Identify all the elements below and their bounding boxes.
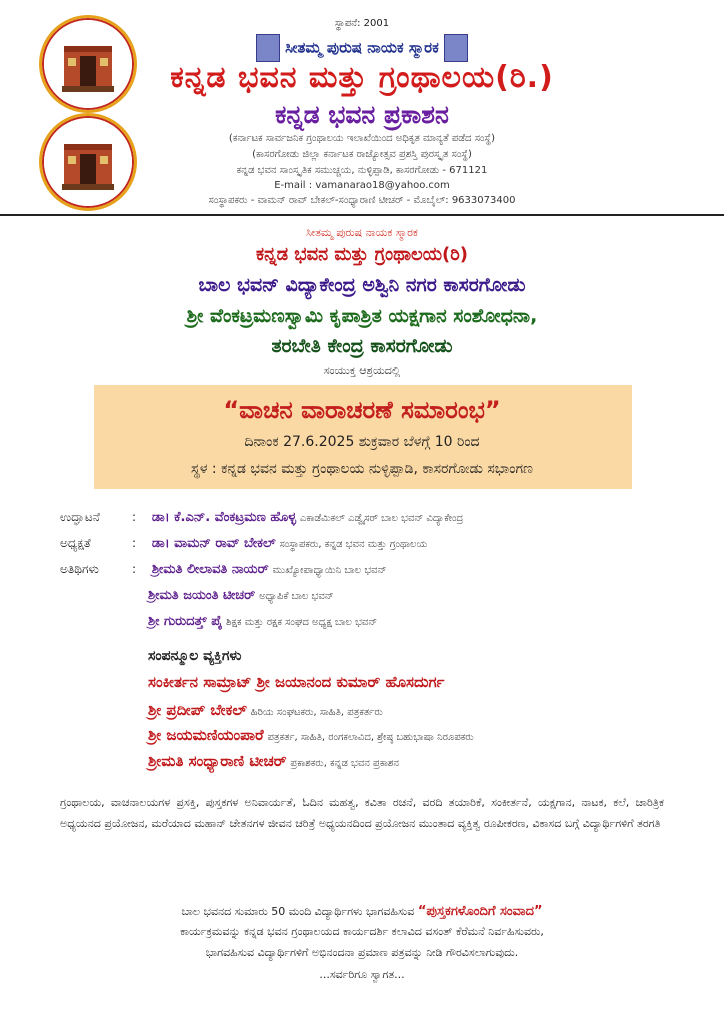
- recognition-1: (ಕರ್ನಾಟಕ ಸಾರ್ವಜನಿಕ ಗ್ರಂಥಾಲಯ ಇಲಾಖೆಯಿಂದ ಅಧಿಕೃತ ಮಾನ್ಯತೆ ಪಡೆದ ಸಂಸ್ಥೆ): [228, 133, 496, 144]
- resource-row-3: [148, 726, 474, 744]
- para2-start: ಬಾಲ ಭವನದ ಸುಮಾರು 50 ಮಂದಿ ವಿದ್ಯಾರ್ಥಿಗಳು ಭಾಗವಹಿಸುವ: [181, 905, 415, 918]
- resource-row-4: [148, 752, 399, 770]
- memorial-line: [0, 34, 724, 62]
- guest-name: ಶ್ರೀಮತಿ ಜಯಂತಿ ಟೀಚರ್: [148, 588, 256, 603]
- publication-title: ಕನ್ನಡ ಭವನ ಪ್ರಕಾಶನ: [275, 100, 449, 129]
- event-title: “ವಾಚನ ವಾರಾಚರಣೆ ಸಮಾರಂಭ”: [223, 396, 501, 424]
- books-dialogue-title: “ಪುಸ್ತಕಗಳೊಂದಿಗೆ ಸಂವಾದ”: [417, 904, 543, 919]
- recognition-2: (ಕಾಸರಗೋಡು ಜಿಲ್ಲಾ ಕರ್ನಾಟಕ ರಾಜ್ಯೋತ್ಸವ ಪ್ರಶಸ್ತಿ ಪುರಸ್ಕೃತ ಸಂಸ್ಥೆ): [252, 149, 472, 160]
- inauguration-name: ಡಾ। ಕೆ.ಎನ್. ವೆಂಕಟ್ರಮಣ ಹೊಳ್ಳ: [151, 510, 297, 525]
- event-venue: ಸ್ಥಳ : ಕನ್ನಡ ಭವನ ಮತ್ತು ಗ್ರಂಥಾಲಯ ನುಳ್ಳಿಪ್ಪಾಡಿ, ಕಾಸರಗೋಡು ಸಭಾಂಗಣ: [191, 461, 533, 477]
- resource-desc: ಹಿರಿಯ ಸಂಘಟಕರು, ಸಾಹಿತಿ, ಪತ್ರಕರ್ತರು: [250, 707, 383, 718]
- books-dialogue-line: [0, 904, 724, 919]
- guest-name: ಶ್ರೀಮತಿ ಲೀಲಾವತಿ ನಾಯರ್: [151, 562, 269, 577]
- organizer-2: ಬಾಲ ಭವನ್ ವಿದ್ಯಾಕೇಂದ್ರ ಅಶ್ವಿನಿ ನಗರ ಕಾಸರಗೋಡು: [198, 274, 526, 296]
- resource-name: ಶ್ರೀ ಪ್ರದೀಪ್ ಬೇಕಲ್: [148, 701, 247, 719]
- resource-name: ಶ್ರೀಮತಿ ಸಂಧ್ಯಾರಾಣಿ ಟೀಚರ್: [148, 752, 287, 770]
- president-desc: ಸಂಸ್ಥಾಪಕರು, ಕನ್ನಡ ಭವನ ಮತ್ತು ಗ್ರಂಥಾಲಯ: [279, 539, 428, 550]
- resource-row-2: [148, 701, 383, 719]
- president-name: ಡಾ। ವಾಮನ್ ರಾವ್ ಬೇಕಲ್: [151, 536, 276, 551]
- inauguration-row: [60, 510, 463, 525]
- guest-name: ಶ್ರೀ ಗುರುದತ್ತ್ ಪೈ: [148, 614, 223, 629]
- memorial-text: ಸೀತಮ್ಮ ಪುರುಷ ನಾಯಕ ಸ್ಮಾರಕ: [285, 38, 439, 57]
- org-title: ಕನ್ನಡ ಭವನ ಮತ್ತು ಗ್ರಂಥಾಲಯ(ರಿ.): [170, 60, 554, 95]
- welcome-line: ...ಸರ್ವರಿಗೂ ಸ್ವಾಗತ...: [319, 968, 405, 981]
- organizer-3-line2: ತರಬೇತಿ ಕೇಂದ್ರ ಕಾಸರಗೋಡು: [271, 335, 453, 357]
- memorial-sub: ಸೀತಮ್ಮ ಪುರುಷ ನಾಯಕ ಸ್ಮಾರಕ: [306, 226, 418, 239]
- resource-heading: ಸಂಪನ್ಮೂಲ ವ್ಯಕ್ತಿಗಳು: [148, 648, 242, 664]
- guest-desc: ಶಿಕ್ಷಕ ಮತ್ತು ರಕ್ಷಕ ಸಂಘದ ಅಧ್ಯಕ್ಷ ಬಾಲ ಭವನ್: [226, 617, 378, 628]
- topics-paragraph: ಗ್ರಂಥಾಲಯ, ವಾಚನಾಲಯಗಳ ಪ್ರಸಕ್ತಿ, ಪುಸ್ತಕಗಳ ಅನಿವಾರ್ಯತೆ, ಓದಿನ ಮಹತ್ವ, ಕವಿತಾ ರಚನೆ, ವರದಿ ತಯಾರಿಕೆ, ಸಂಕೀರ್ತನೆ, ಯಕ್ಷಗಾನ, ನಾಟಕ, ಕಲೆ, ಚಾರಿತ್ರಿಕ ಅಧ್ಯಯನದ ಪ್ರಯೋಜನ, ಮರೆಯಾದ ಮಹಾನ್ ಚೇತನಗಳ ಜೀವನ ಚರಿತ್ರೆ ಅಧ್ಯಯನದಿಂದ ಪ್ರಯೋಜನ ಮುಂತಾದ ವ್ಯಕ್ತಿತ್ವ ರೂಪೀಕರಣ, ವಿಕಾಸದ ಬಗ್ಗೆ ವಿದ್ಯಾರ್ಥಿಗಳಿಗೆ ತರಗತಿ: [60, 796, 664, 830]
- president-row: [60, 536, 427, 551]
- resource-desc: ಪ್ರಕಾಶಕರು, ಕನ್ನಡ ಭವನ ಪ್ರಕಾಶನ: [290, 758, 399, 769]
- para2-line2: ಕಾರ್ಯಕ್ರಮವನ್ನು ಕನ್ನಡ ಭವನ ಗ್ರಂಥಾಲಯದ ಕಾರ್ಯದರ್ಶಿ ಕಲಾವಿದ ವಸಂತ್ ಕೆರೆಮನೆ ನಿರ್ವಹಿಸುವರು,: [180, 925, 544, 938]
- email: E-mail : vamanarao18@yahoo.com: [274, 180, 450, 191]
- colon: :: [132, 510, 137, 524]
- colon: :: [132, 562, 137, 576]
- guest-desc: ಮುಖ್ಯೋಪಾಧ್ಯಾಯಿನಿ ಬಾಲ ಭವನ್: [272, 565, 387, 576]
- joint-auspices: ಸಂಯುಕ್ತ ಆಶ್ರಯದಲ್ಲಿ: [323, 364, 401, 377]
- inauguration-label: ಉದ್ಘಾಟನೆ: [60, 510, 100, 524]
- guest-desc: ಅಧ್ಯಾಪಿಕೆ ಬಾಲ ಭವನ್: [259, 591, 334, 602]
- organizer-1: ಕನ್ನಡ ಭವನ ಮತ್ತು ಗ್ರಂಥಾಲಯ(ರಿ): [256, 244, 468, 265]
- resource-name: ಸಂಕೀರ್ತನ ಸಾಮ್ರಾಟ್ ಶ್ರೀ ಜಯಾನಂದ ಕುಮಾರ್ ಹೊಸದುರ್ಗ: [148, 673, 445, 691]
- established-year: ಸ್ಥಾಪನೆ: 2001: [334, 18, 390, 29]
- resource-row-1: [148, 673, 444, 691]
- president-label: ಅಧ್ಯಕ್ಷತೆ: [60, 536, 91, 550]
- header-divider: [0, 214, 724, 216]
- event-date: ದಿನಾಂಕ 27.6.2025 ಶುಕ್ರವಾರ ಬೆಳಗ್ಗೆ 10 ರಿಂದ: [244, 434, 480, 450]
- inauguration-desc: ಎಕಾಡೆಮಿಕಲ್ ಎಡ್ವೈಸರ್ ಬಾಲ ಭವನ್ ವಿದ್ಯಾಕೇಂದ್ರ: [299, 513, 464, 524]
- portrait-left-icon: [256, 34, 280, 62]
- colon: :: [132, 536, 137, 550]
- guest-row-3: [148, 614, 377, 629]
- para2-line3: ಭಾಗವಹಿಸುವ ವಿದ್ಯಾರ್ಥಿಗಳಿಗೆ ಅಭಿನಂದನಾ ಪ್ರಮಾಣ ಪತ್ರವನ್ನು ನೀಡಿ ಗೌರವಿಸಲಾಗುವುದು.: [205, 946, 519, 959]
- address: ಕನ್ನಡ ಭವನ ಸಾಂಸ್ಕೃತಿಕ ಸಮುಚ್ಚಯ, ನುಳ್ಳಿಪ್ಪಾಡಿ, ಕಾಸರಗೋಡು - 671121: [236, 165, 488, 176]
- guest-row-2: [148, 588, 334, 603]
- portrait-right-icon: [444, 34, 468, 62]
- resource-desc: ಪತ್ರಕರ್ತ, ಸಾಹಿತಿ, ರಂಗಕಲಾವಿದ, ಶ್ರೇಷ್ಠ ಬಹುಭಾಷಾ ನಿರೂಪಕರು: [267, 732, 474, 743]
- resource-name: ಶ್ರೀ ಜಯಮಣಿಯಂಪಾರೆ: [148, 726, 264, 744]
- organizer-3-line1: ಶ್ರೀ ವೆಂಕಟ್ರಮಣಸ್ವಾಮಿ ಕೃಪಾಶ್ರಿತ ಯಕ್ಷಗಾನ ಸಂಶೋಧನಾ,: [186, 305, 538, 327]
- guest-row-1: [60, 562, 386, 577]
- founders: ಸಂಸ್ಥಾಪಕರು - ವಾಮನ್ ರಾವ್ ಬೇಕಲ್-ಸಂಧ್ಯಾರಾಣಿ ಟೀಚರ್ - ಮೊಬೈಲ್: 9633073400: [208, 195, 516, 206]
- guests-label: ಅತಿಥಿಗಳು: [60, 562, 99, 576]
